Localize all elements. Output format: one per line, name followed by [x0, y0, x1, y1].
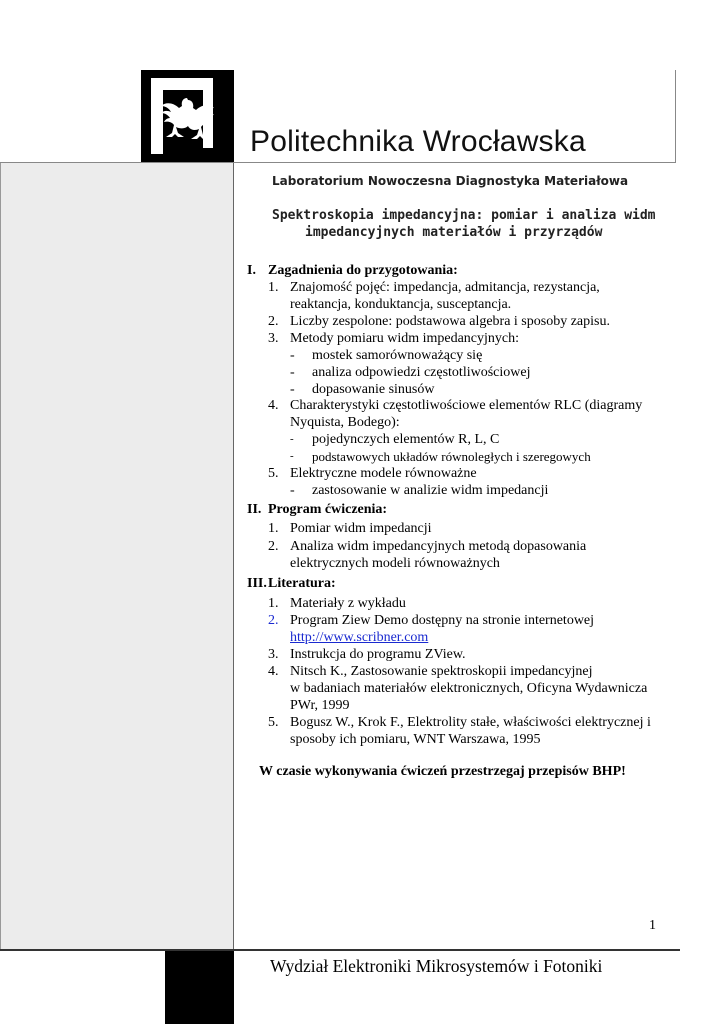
list-item-line: elektrycznych modeli równoważnych	[290, 556, 500, 571]
list-item-line: Materiały z wykładu	[290, 596, 406, 611]
item-number: 1.	[268, 521, 279, 536]
sub-item: analiza odpowiedzi częstotliwościowej	[312, 365, 531, 380]
sub-item: mostek samorównoważący się	[312, 348, 483, 363]
item-number: 2.	[268, 314, 279, 329]
experiment-title-line-2: impedancyjnych materiałów i przyrządów	[305, 225, 603, 240]
lab-title: Laboratorium Nowoczesna Diagnostyka Materiałowa	[272, 174, 629, 188]
university-logo	[141, 70, 234, 162]
page-number: 1	[649, 918, 656, 933]
safety-note: W czasie wykonywania ćwiczeń przestrzegaj przepisów BHP!	[259, 764, 626, 779]
scribner-link[interactable]: http://www.scribner.com	[290, 630, 429, 645]
list-item-line: w badaniach materiałów elektronicznych, Oficyna Wydawnicza	[290, 681, 648, 696]
list-item-line: Analiza widm impedancyjnych metodą dopasowania	[290, 539, 587, 554]
list-item-line: Elektryczne modele równoważne	[290, 466, 477, 481]
list-item-line: Program Ziew Demo dostępny na stronie internetowej	[290, 613, 595, 628]
list-item-line: Pomiar widm impedancji	[290, 521, 432, 536]
footer-divider	[0, 949, 680, 951]
sub-item-dash: -	[290, 365, 295, 380]
section-numeral: I.	[247, 263, 256, 278]
experiment-title-line-1: Spektroskopia impedancyjna: pomiar i analiza widm	[272, 208, 656, 223]
sub-item: dopasowanie sinusów	[312, 382, 435, 397]
left-sidebar-panel	[0, 163, 234, 949]
section-numeral: III.	[247, 576, 267, 591]
section-heading: Literatura:	[268, 576, 336, 591]
list-item-line: Nitsch K., Zastosowanie spektroskopii impedancyjnej	[290, 664, 593, 679]
item-number: 5.	[268, 466, 279, 481]
sub-item-dash: -	[290, 483, 295, 498]
sub-item: pojedynczych elementów R, L, C	[312, 432, 500, 447]
list-item-line: Znajomość pojęć: impedancja, admitancja, rezystancja,	[290, 280, 600, 295]
footer-black-block	[165, 951, 234, 1024]
section-heading: Zagadnienia do przygotowania:	[268, 263, 458, 278]
list-item-line: Charakterystyki częstotliwościowe elementów RLC (diagramy	[290, 398, 643, 413]
sub-item-dash: -	[290, 433, 294, 445]
item-number: 4.	[268, 398, 279, 413]
list-item-line: Instrukcja do programu ZView.	[290, 647, 466, 662]
item-number: 5.	[268, 715, 279, 730]
sub-item: zastosowanie w analizie widm impedancji	[312, 483, 549, 498]
item-number: 3.	[268, 647, 279, 662]
header-divider-vertical	[675, 70, 676, 162]
item-number: 2.	[268, 539, 279, 554]
item-number: 4.	[268, 664, 279, 679]
item-number: 1.	[268, 280, 279, 295]
sub-item-dash: -	[290, 450, 294, 462]
item-number: 2.	[268, 613, 279, 628]
faculty-name: Wydział Elektroniki Mikrosystemów i Fotoniki	[270, 956, 603, 976]
list-item-line: reaktancja, konduktancja, susceptancja.	[290, 297, 512, 312]
item-number: 3.	[268, 331, 279, 346]
section-heading: Program ćwiczenia:	[268, 502, 388, 517]
section-numeral: II.	[247, 502, 262, 517]
sub-item-dash: -	[290, 382, 295, 397]
sub-item: podstawowych układów równoległych i szeregowych	[312, 449, 591, 464]
list-item-line: Metody pomiaru widm impedancyjnych:	[290, 331, 520, 346]
item-number: 1.	[268, 596, 279, 611]
sub-item-dash: -	[290, 348, 295, 363]
list-item-line: Nyquista, Bodego):	[290, 415, 400, 430]
university-name: Politechnika Wrocławska	[250, 125, 586, 158]
eagle-emblem-icon	[141, 70, 234, 162]
list-item-line: Liczby zespolone: podstawowa algebra i sposoby zapisu.	[290, 314, 610, 329]
list-item-line: PWr, 1999	[290, 698, 350, 713]
list-item-line: Bogusz W., Krok F., Elektrolity stałe, właściwości elektrycznej i	[290, 715, 651, 730]
list-item-line: sposoby ich pomiaru, WNT Warszawa, 1995	[290, 732, 541, 747]
